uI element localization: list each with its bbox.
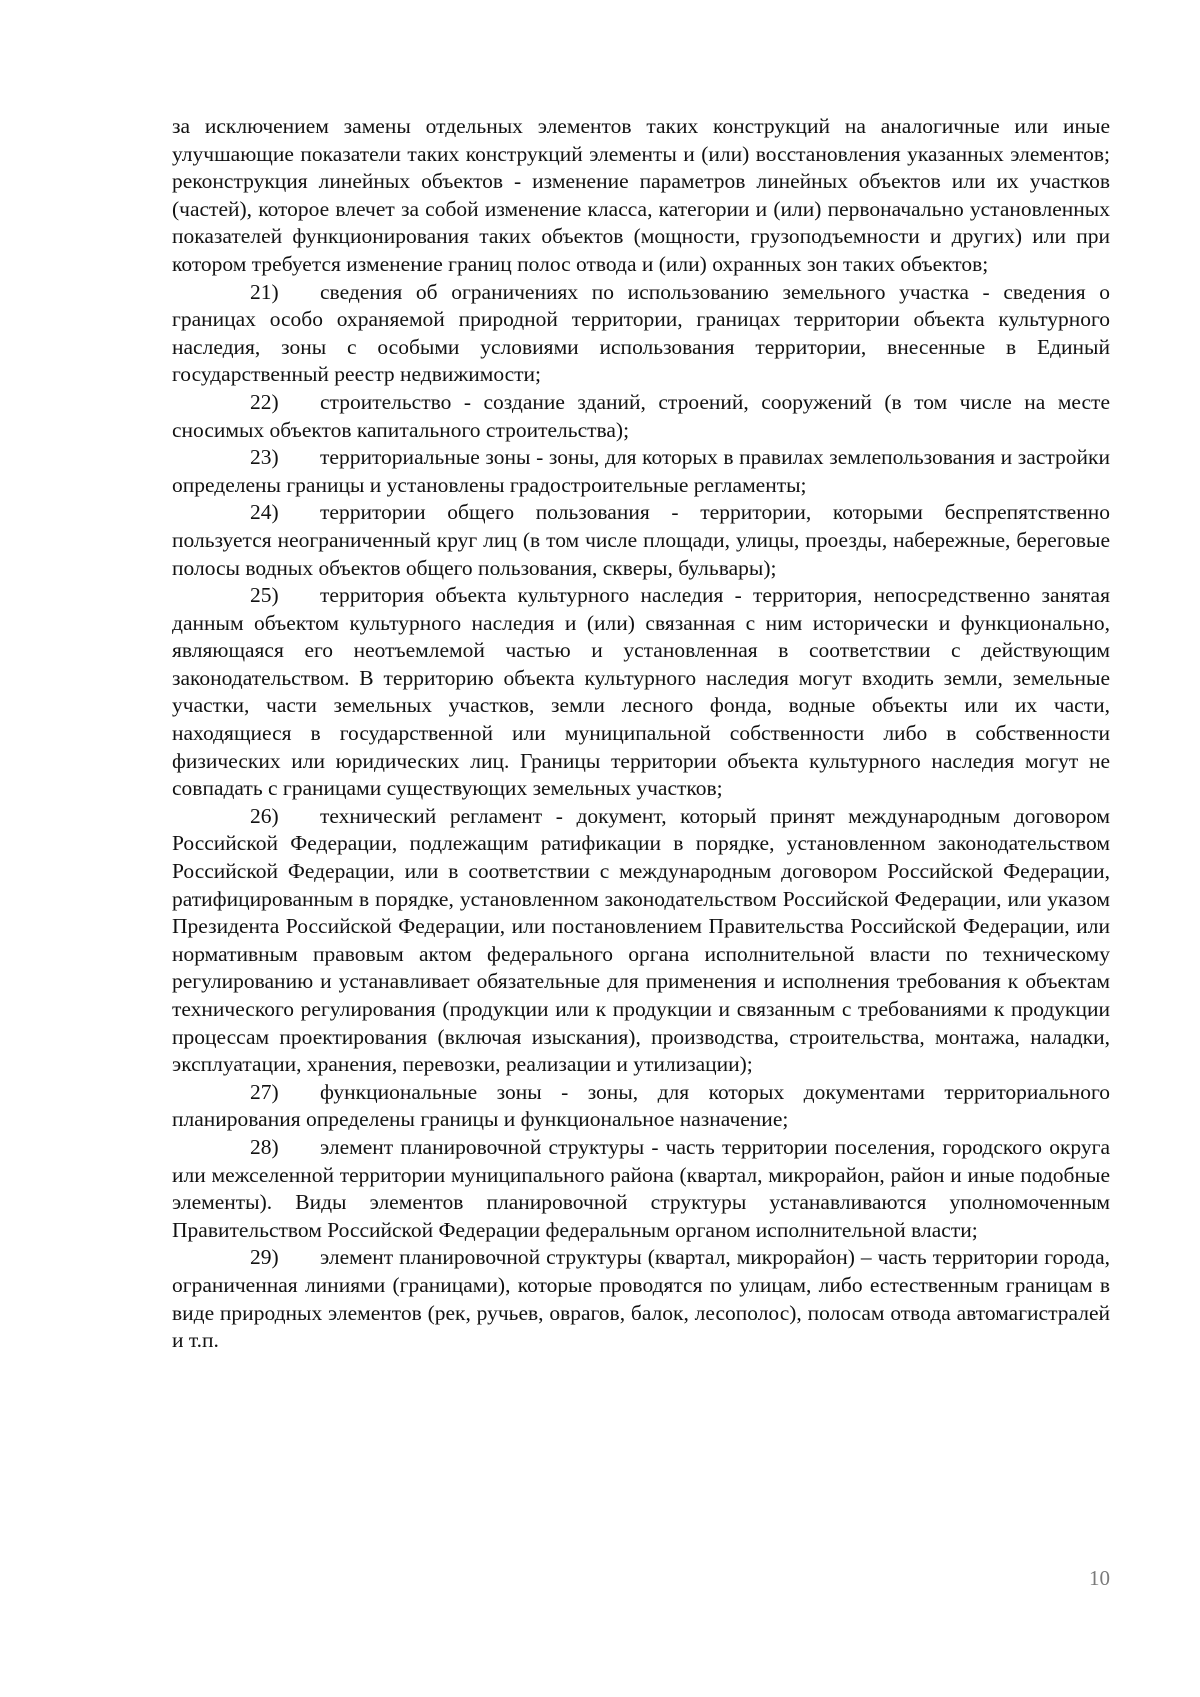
- list-item-29: [172, 1244, 1110, 1354]
- item-number: 21): [250, 279, 279, 304]
- item-text: элемент планировочной структуры (квартал, микрорайон) – часть территории города, ограниченная линиями (границами), которые проводятся по улицам, либо естественным границам в виде природных элементов (рек, ручьев, оврагов, балок, лесополос), полосам отвода автомагистралей и т.п.: [172, 1245, 1110, 1353]
- item-number: 26): [250, 803, 279, 828]
- list-item-25: [172, 582, 1110, 803]
- list-item-22: [172, 389, 1110, 444]
- list-item-27: [172, 1079, 1110, 1134]
- item-number: 28): [250, 1134, 279, 1159]
- item-text: территориальные зоны - зоны, для которых в правилах землепользования и застройки определены границы и установлены градостроительные регламенты;: [172, 445, 1110, 497]
- item-number: 22): [250, 389, 279, 414]
- item-number: 27): [250, 1079, 279, 1104]
- document-body: [172, 113, 1110, 1355]
- list-item-28: [172, 1134, 1110, 1244]
- list-item-24: [172, 499, 1110, 582]
- item-text: территории общего пользования - территории, которыми беспрепятственно пользуется неограниченный круг лиц (в том числе площади, улицы, проезды, набережные, береговые полосы водных объектов общего пользования, скверы, бульвары);: [172, 500, 1110, 580]
- page-number: 10: [1089, 1566, 1110, 1590]
- list-item-26: [172, 803, 1110, 1079]
- item-text: строительство - создание зданий, строений, сооружений (в том числе на месте сносимых объектов капитального строительства);: [172, 389, 1110, 442]
- item-number: 29): [250, 1245, 279, 1270]
- intro-paragraph: за исключением замены отдельных элементов таких конструкций на аналогичные или иные улучшающие показатели таких конструкций элементы и (или) восстановления указанных элементов; реконструкция линейных объектов - изменение параметров линейных объектов или их участков (частей), которое влечет за собой изменение класса, категории и (или) первоначально установленных показателей функционирования таких объектов (мощности, грузоподъемности и других) или при котором требуется изменение границ полос отвода и (или) охранных зон таких объектов;: [172, 114, 1110, 276]
- item-text: технический регламент - документ, который принят международным договором Российской Федерации, подлежащим ратификации в порядке, установленном законодательством Российской Федерации, или в соответствии с международным договором Российской Федерации, ратифицированным в порядке, установленном законодательством Российской Федерации, или указом Президента Российской Федерации, или постановлением Правительства Российской Федерации, или нормативным правовым актом федерального органа исполнительной власти по техническому регулированию и устанавливает обязательные для применения и исполнения требования к объектам технического регулирования (продукции или к продукции и связанным с требованиями к продукции процессам проектирования (включая изыскания), производства, строительства, монтажа, наладки, эксплуатации, хранения, перевозки, реализации и утилизации);: [172, 803, 1110, 1077]
- item-number: 24): [250, 500, 279, 525]
- item-text: элемент планировочной структуры - часть территории поселения, городского округа или межселенной территории муниципального района (квартал, микрорайон, район и иные подобные элементы). Виды элементов планировочной структуры устанавливаются уполномоченным Правительством Российской Федерации федеральным органом исполнительной власти;: [172, 1134, 1110, 1242]
- list-item-23: [172, 444, 1110, 499]
- item-number: 25): [250, 583, 279, 608]
- item-text: функциональные зоны - зоны, для которых документами территориального планирования определены границы и функциональное назначение;: [172, 1079, 1110, 1132]
- item-text: территория объекта культурного наследия - территория, непосредственно занятая данным объектом культурного наследия и (или) связанная с ним исторически и функционально, являющаяся его неотъемлемой частью и установленная в соответствии с действующим законодательством. В территорию объекта культурного наследия могут входить земли, земельные участки, части земельных участков, земли лесного фонда, водные объекты или их части, находящиеся в государственной или муниципальной собственности либо в собственности физических или юридических лиц. Границы территории объекта культурного наследия могут не совпадать с границами существующих земельных участков;: [172, 583, 1110, 801]
- list-item-21: [172, 279, 1110, 389]
- item-text: сведения об ограничениях по использованию земельного участка - сведения о границах особо охраняемой природной территории, границах территории объекта культурного наследия, зоны с особыми условиями использования территории, внесенные в Единый государственный реестр недвижимости;: [172, 279, 1110, 387]
- item-number: 23): [250, 445, 279, 470]
